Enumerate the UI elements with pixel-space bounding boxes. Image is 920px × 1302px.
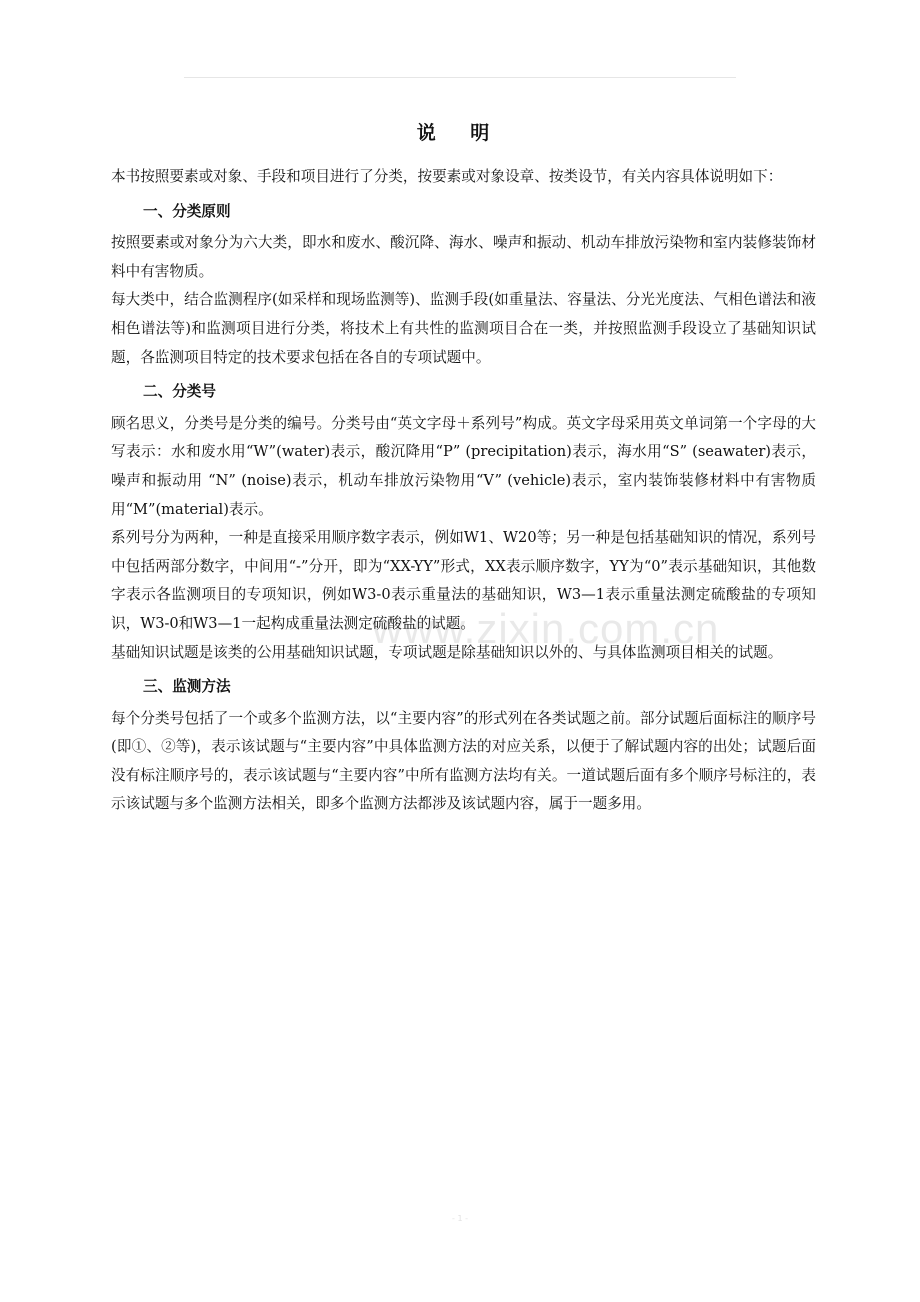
- paragraph: 基础知识试题是该类的公用基础知识试题，专项试题是除基础知识以外的、与具体监测项目相关的试题。: [111, 643, 783, 661]
- paragraph: 顾名思义，分类号是分类的编号。分类号由“英文字母＋系列号”构成。英文字母采用英文单词第一个字母的大写表示：水和废水用“W”(water)表示，酸沉降用“P” (precipitation)表示，海水用“S” (seawater)表示，噪声和振动用 “N” (noise)表示，机动车排放污染物用“V” (vehicle)表示，室内装饰装修材料中有害物质用“M”(material)表示。: [111, 414, 816, 518]
- watermark: www.zixin.com.cn: [372, 605, 720, 652]
- paragraph: 系列号分为两种，一种是直接采用顺序数字表示，例如W1、W20等；另一种是包括基础知识的情况，系列号中包括两部分数字，中间用“-”分开，即为“XX-YY”形式，XX表示顺序数字，YY为“0”表示基础知识，其他数字表示各监测项目的专项知识，例如W3-0表示重量法的基础知识，W3—1表示重量法测定硫酸盐的专项知识，W3-0和W3—1一起构成重量法测定硫酸盐的试题。: [111, 529, 816, 632]
- section-heading-monitoring-method: 三、监测方法: [143, 678, 231, 696]
- paragraph: 按照要素或对象分为六大类，即水和废水、酸沉降、海水、噪声和振动、机动车排放污染物和室内装修装饰材料中有害物质。: [111, 234, 816, 280]
- paragraph: 每大类中，结合监测程序(如采样和现场监测等)、监测手段(如重量法、容量法、分光光度法、气相色谱法和液相色谱法等)和监测项目进行分类，将技术上有共性的监测项目合在一类，并按照监测手段设立了基础知识试题，各监测项目特定的技术要求包括在各自的专项试题中。: [111, 291, 816, 366]
- section-heading-classification-number: 二、分类号: [143, 383, 216, 401]
- header-rule: [184, 77, 736, 78]
- page-title: 说 明: [416, 122, 504, 144]
- page-number: - 1 -: [452, 1214, 468, 1223]
- section-heading-classification-principle: 一、分类原则: [143, 202, 231, 220]
- intro-paragraph: 本书按照要素或对象、手段和项目进行了分类，按要素或对象设章、按类设节，有关内容具体说明如下：: [111, 168, 783, 185]
- paragraph: 每个分类号包括了一个或多个监测方法，以“主要内容”的形式列在各类试题之前。部分试题后面标注的顺序号(即①、②等)，表示该试题与“主要内容”中具体监测方法的对应关系，以便于了解试题内容的出处；试题后面没有标注顺序号的，表示该试题与“主要内容”中所有监测方法均有关。一道试题后面有多个顺序号标注的，表示该试题与多个监测方法相关，即多个监测方法都涉及该试题内容，属于一题多用。: [111, 709, 816, 813]
- document-body: [111, 163, 816, 819]
